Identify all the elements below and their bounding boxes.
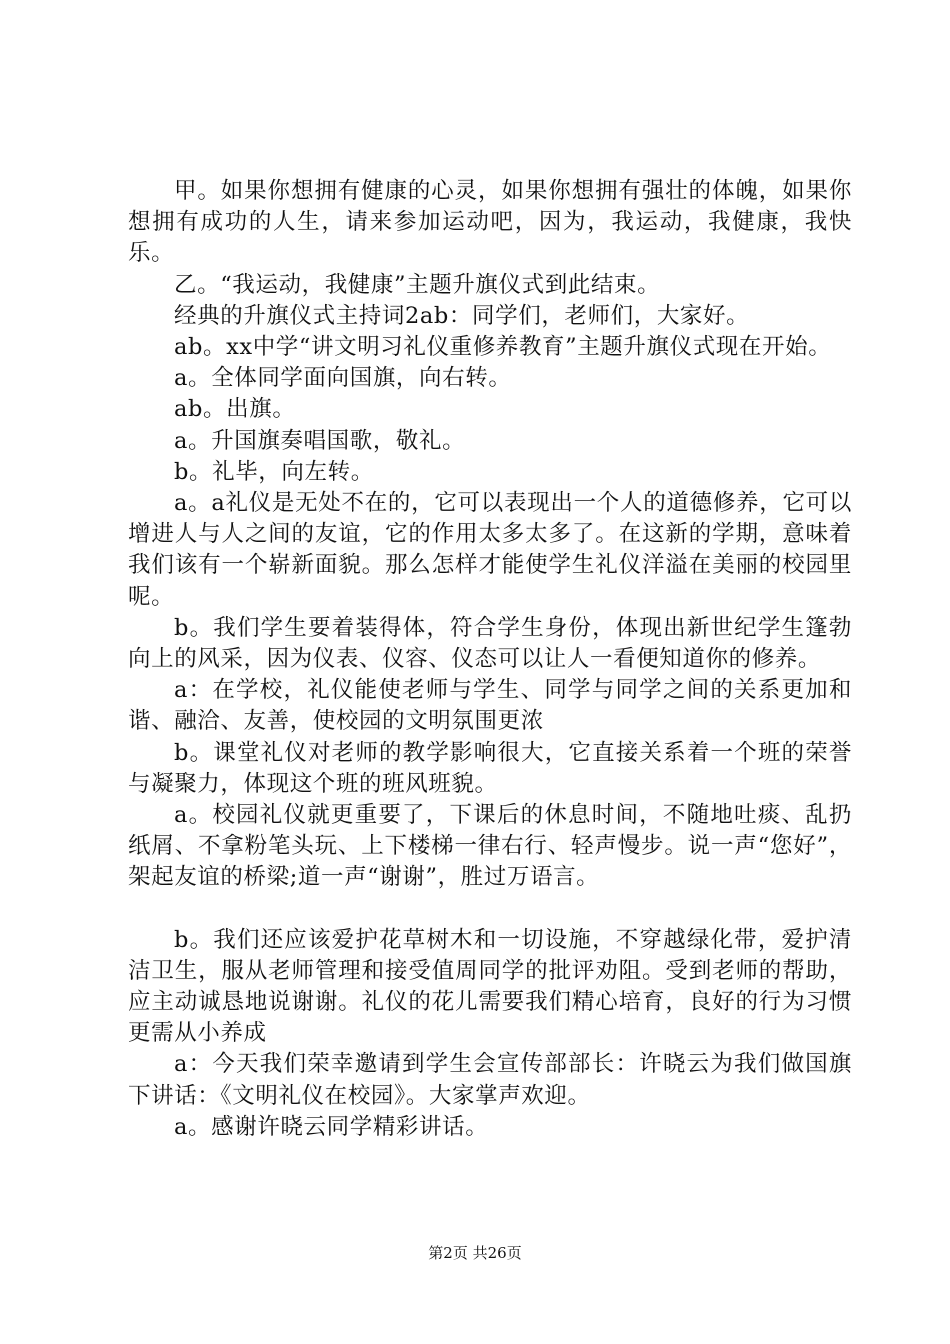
- document-body: [128, 176, 852, 1143]
- paragraph: ab。出旗。: [174, 396, 296, 423]
- page-number-footer: 第2页 共26页: [428, 1244, 522, 1262]
- paragraph: a。感谢许晓云同学精彩讲话。: [174, 1113, 489, 1140]
- paragraph: b。我们还应该爱护花草树木和一切设施，不穿越绿化带，爱护清洁卫生，服从老师管理和接受值周同学的批评劝阻。受到老师的帮助，应主动诚恳地说谢谢。礼仪的花儿需要我们精心培育，良好的行为习惯更需从小养成: [128, 926, 852, 1047]
- paragraph: a。校园礼仪就更重要了，下课后的休息时间，不随地吐痰、乱扔纸屑、不拿粉笔头玩、上下楼梯一律右行、轻声慢步。说一声“您好”，架起友谊的桥梁;道一声“谢谢”，胜过万语言。: [128, 802, 852, 891]
- paragraph: b。礼毕，向左转。: [174, 458, 374, 485]
- paragraph: b。我们学生要着装得体，符合学生身份，体现出新世纪学生篷勃向上的风采，因为仪表、仪容、仪态可以让人一看便知道你的修养。: [128, 614, 852, 673]
- paragraph: a。全体同学面向国旗，向右转。: [174, 365, 512, 392]
- paragraph: 经典的升旗仪式主持词2ab：同学们，老师们，大家好。: [174, 302, 750, 329]
- paragraph: 甲。如果你想拥有健康的心灵，如果你想拥有强壮的体魄，如果你想拥有成功的人生，请来参加运动吧，因为，我运动，我健康，我快乐。: [128, 178, 852, 267]
- paragraph: ab。xx中学“讲文明习礼仪重修养教育”主题升旗仪式现在开始。: [174, 334, 832, 361]
- paragraph: a：今天我们荣幸邀请到学生会宣传部部长：许晓云为我们做国旗下讲话：《文明礼仪在校园》。大家掌声欢迎。: [128, 1051, 852, 1109]
- paragraph: a。a礼仪是无处不在的，它可以表现出一个人的道德修养，它可以增进人与人之间的友谊，它的作用太多太多了。在这新的学期，意味着我们该有一个崭新面貌。那么怎样才能使学生礼仪洋溢在美丽的校园里呢。: [128, 490, 852, 610]
- paragraph: a。升国旗奏唱国歌，敬礼。: [174, 427, 466, 454]
- paragraph: 乙。“我运动，我健康”主题升旗仪式到此结束。: [174, 271, 661, 298]
- paragraph: b。课堂礼仪对老师的教学影响很大，它直接关系着一个班的荣誉与凝聚力，体现这个班的班风班貌。: [128, 739, 852, 797]
- paragraph: a：在学校，礼仪能使老师与学生、同学与同学之间的关系更加和谐、融洽、友善，使校园的文明氛围更浓: [128, 677, 852, 735]
